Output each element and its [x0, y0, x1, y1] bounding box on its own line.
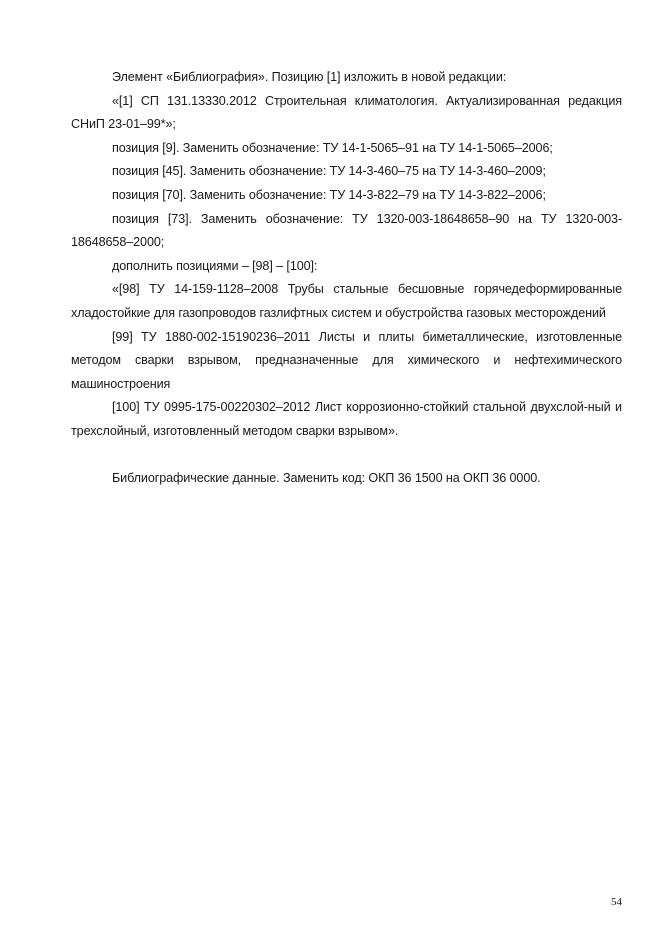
paragraph-position-9: позиция [9]. Заменить обозначение: ТУ 14-1-5065–91 на ТУ 14-1-5065–2006;: [112, 140, 553, 155]
paragraph-add-positions: дополнить позициями – [98] – [100]:: [112, 258, 318, 273]
paragraph-bibliographic-data: Библиографические данные. Заменить код: ОКП 36 1500 на ОКП 36 0000.: [112, 471, 541, 486]
paragraph-bibliography-intro: Элемент «Библиография». Позицию [1] изложить в новой редакции:: [112, 70, 507, 84]
paragraph-position-73: позиция [73]. Заменить обозначение: ТУ 1320-003-18648658–90 на ТУ 1320-003-18648658–2000;: [71, 211, 622, 250]
document-body: [71, 66, 622, 491]
paragraph-item-100: [100] ТУ 0995-175-00220302–2012 Лист коррозионно-стойкий стальной двухслой-ный и трехслойный, изготовленный методом сварки взрывом».: [71, 400, 622, 438]
paragraph-position-70: позиция [70]. Заменить обозначение: ТУ 14-3-822–79 на ТУ 14-3-822–2006;: [112, 187, 546, 202]
paragraph-position-45: позиция [45]. Заменить обозначение: ТУ 14-3-460–75 на ТУ 14-3-460–2009;: [112, 164, 546, 179]
page-number: 54: [611, 896, 622, 908]
paragraph-item-1: «[1] СП 131.13330.2012 Строительная климатология. Актуализированная редакция СНиП 23-01–99*»;: [71, 93, 622, 132]
paragraph-item-98: «[98] ТУ 14-159-1128–2008 Трубы стальные бесшовные горячедеформированные хладостойкие для газопроводов газлифтных систем и обустройства газовых месторождений: [71, 282, 622, 320]
paragraph-item-99: [99] ТУ 1880-002-15190236–2011 Листы и плиты биметаллические, изготовленные методом сварки взрывом, предназначенные для химического и нефтехимического машиностроения: [71, 329, 622, 391]
